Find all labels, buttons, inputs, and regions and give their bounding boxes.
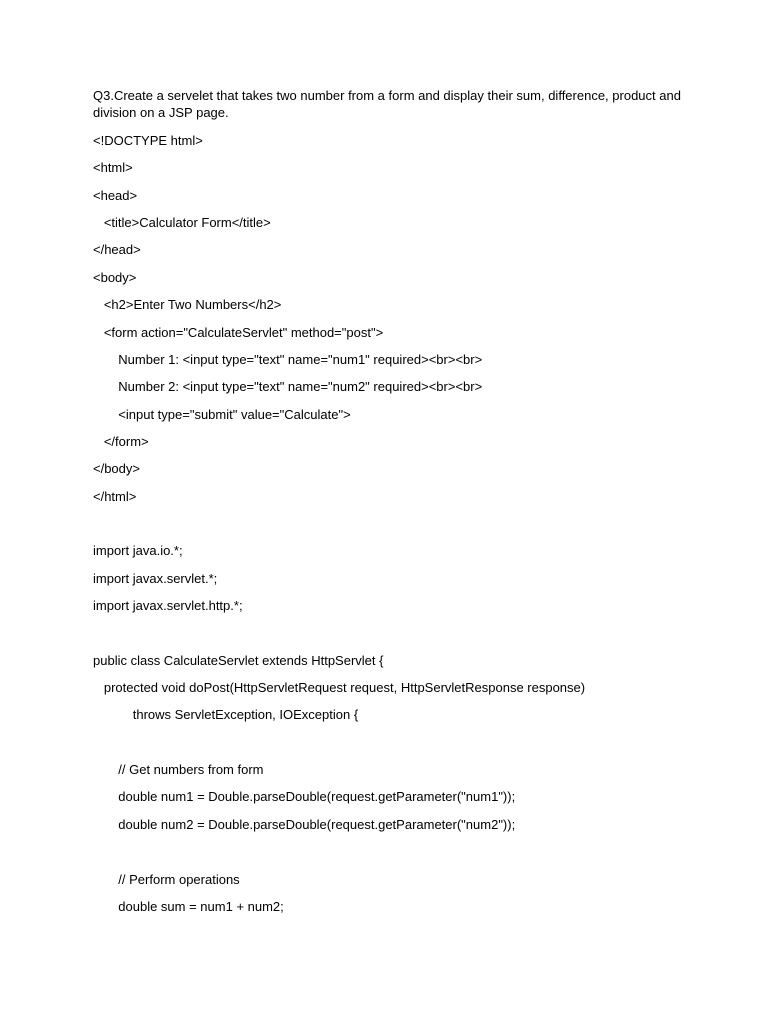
code-line: </body> [93, 461, 140, 477]
code-line: throws ServletException, IOException { [93, 707, 359, 723]
code-line: import javax.servlet.*; [93, 570, 218, 586]
code-line: <body> [93, 269, 137, 285]
code-line: Number 1: <input type="text" name="num1" required><br><br> [93, 351, 483, 367]
code-line: protected void doPost(HttpServletRequest request, HttpServletResponse response) [93, 680, 586, 695]
code-line: <head> [93, 187, 138, 203]
code-line: import java.io.*; [93, 543, 183, 559]
code-line: </head> [93, 242, 141, 258]
code-line: double sum = num1 + num2; [93, 898, 284, 914]
code-line: public class CalculateServlet extends HttpServlet { [93, 652, 384, 668]
code-line: <input type="submit" value="Calculate"> [93, 406, 351, 422]
code-line: <!DOCTYPE html> [93, 133, 203, 148]
code-line: Number 2: <input type="text" name="num2" required><br><br> [93, 379, 483, 395]
code-line: </form> [93, 433, 149, 449]
code-line: <form action="CalculateServlet" method="post"> [93, 324, 384, 340]
code-line: </html> [93, 488, 137, 504]
code-line: import javax.servlet.http.*; [93, 598, 243, 613]
code-line: // Get numbers from form [93, 762, 264, 778]
code-line: double num1 = Double.parseDouble(request.getParameter("num1")); [93, 789, 516, 805]
code-line: double num2 = Double.parseDouble(request.getParameter("num2")); [93, 816, 516, 832]
code-line: <html> [93, 160, 133, 176]
code-line: // Perform operations [93, 871, 240, 887]
code-line: <h2>Enter Two Numbers</h2> [93, 297, 282, 313]
question-text: Q3.Create a servelet that takes two number from a form and display their sum, difference, product and division on a JSP page. [93, 88, 681, 120]
code-line: <title>Calculator Form</title> [93, 215, 271, 231]
